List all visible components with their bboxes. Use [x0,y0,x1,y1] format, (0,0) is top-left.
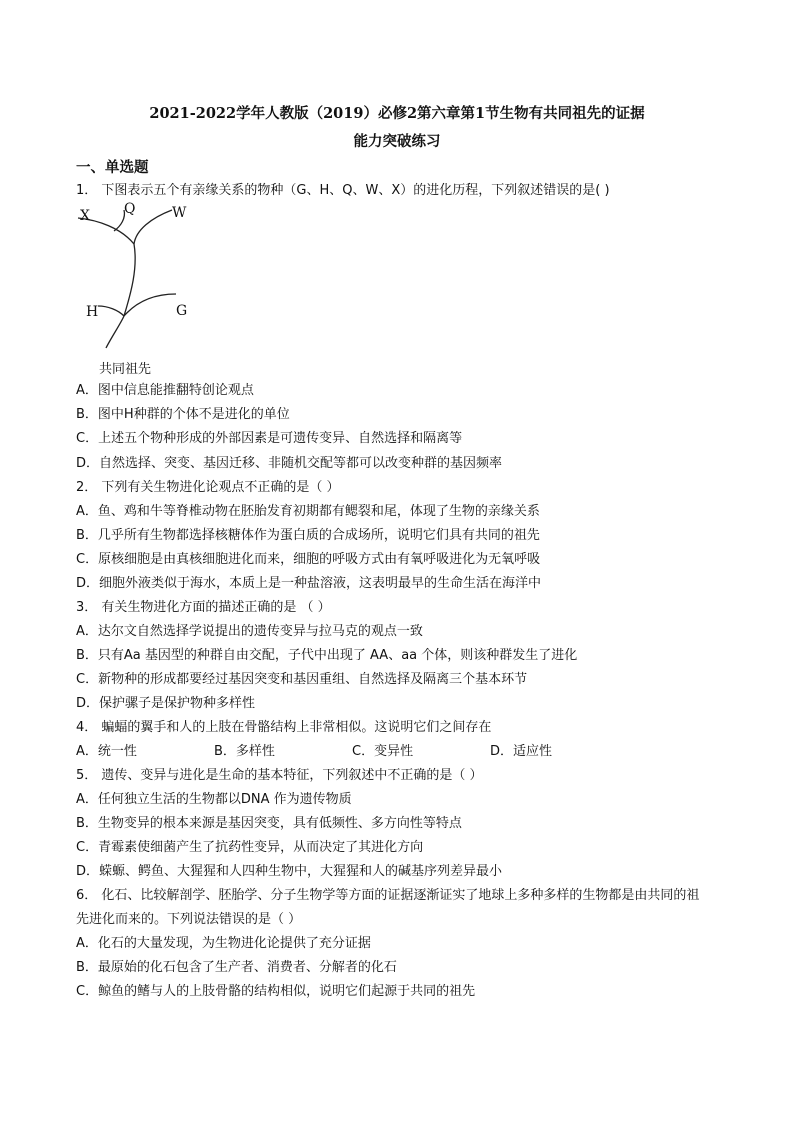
question-1-option-d: D．自然选择、突变、基因迁移、非随机交配等都可以改变种群的基因频率 [76,456,503,471]
tree-label-x: X [80,208,90,224]
question-1-option-b: B．图中H种群的个体不是进化的单位 [76,407,290,422]
question-2-option-c: C．原核细胞是由真核细胞进化而来，细胞的呼吸方式由有氧呼吸进化为无氧呼吸 [76,552,541,567]
question-5-option-b: B．生物变异的根本来源是基因突变，具有低频性、多方向性等特点 [76,816,462,831]
section-heading: 一、单选题 [76,160,149,176]
question-6-option-a: A．化石的大量发现，为生物进化论提供了充分证据 [76,936,371,951]
question-6-stem: 6． 化石、比较解剖学、胚胎学、分子生物学等方面的证据逐渐证实了地球上多种多样的生物都是由共同的祖 [76,888,700,903]
question-4-option-a: A．统一性 [76,744,137,759]
question-5-option-a: A．任何独立生活的生物都以DNA 作为遗传物质 [76,792,352,807]
question-5-option-c: C．青霉素使细菌产生了抗药性变异，从而决定了其进化方向 [76,840,424,855]
question-6-option-b: B．最原始的化石包含了生产者、消费者、分解者的化石 [76,960,397,975]
question-4-option-b: B．多样性 [214,744,275,759]
question-1-option-a: A．图中信息能推翻特创论观点 [76,383,254,398]
tree-branch-g [124,294,176,316]
question-4-option-c: C．变异性 [352,744,414,759]
question-2-option-a: A．鱼、鸡和牛等脊椎动物在胚胎发育初期都有鳃裂和尾，体现了生物的亲缘关系 [76,504,540,519]
question-2-stem: 2． 下列有关生物进化论观点不正确的是（ ） [76,480,340,495]
question-1-stem: 1． 下图表示五个有亲缘关系的物种（G、H、Q、W、X）的进化历程，下列叙述错误的是( ) [76,183,610,198]
question-2-option-d: D．细胞外液类似于海水，本质上是一种盐溶液，这表明最早的生命生活在海洋中 [76,576,542,591]
question-3-option-c: C．新物种的形成都要经过基因突变和基因重组、自然选择及隔离三个基本环节 [76,672,528,687]
tree-label-w: W [172,205,187,221]
question-6-stem-continued: 先进化而来的。下列说法错误的是（ ） [76,912,302,927]
question-3-stem: 3． 有关生物进化方面的描述正确的是 （ ） [76,600,331,615]
question-1-option-c: C．上述五个物种形成的外部因素是可遗传变异、自然选择和隔离等 [76,431,463,446]
question-5-stem: 5． 遗传、变异与进化是生命的基本特征，下列叙述中不正确的是（ ） [76,768,483,783]
question-3-option-b: B．只有Aa 基因型的种群自由交配，子代中出现了 AA、aa 个体，则该种群发生了进化 [76,648,578,663]
question-6-option-c: C．鲸鱼的鳍与人的上肢骨骼的结构相似，说明它们起源于共同的祖先 [76,984,476,999]
tree-label-g: G [176,303,188,319]
tree-branch-h [98,306,124,316]
tree-branch-q-stem [114,210,124,231]
tree-branch-main [124,244,135,316]
tree-label-q: Q [124,201,136,217]
phylogenetic-tree-figure [76,198,226,363]
question-2-option-b: B．几乎所有生物都选择核糖体作为蛋白质的合成场所，说明它们具有共同的祖先 [76,528,540,543]
question-5-option-d: D．蝾螈、鳄鱼、大猩猩和人四种生物中，大猩猩和人的碱基序列差异最小 [76,864,503,879]
tree-branch-root [106,316,124,348]
tree-label-h: H [86,304,99,320]
question-3-option-d: D．保护骡子是保护物种多样性 [76,696,256,711]
question-4-stem: 4． 蝙蝠的翼手和人的上肢在骨骼结构上非常相似。这说明它们之间存在 [76,720,492,735]
tree-branch-w [134,210,172,244]
tree-root-label: 共同祖先 [99,362,152,377]
page-subtitle: 能力突破练习 [353,133,441,150]
page-title: 2021-2022学年人教版（2019）必修2第六章第1节生物有共同祖先的证据 [149,105,645,122]
question-4-option-d: D．适应性 [490,744,553,759]
question-3-option-a: A．达尔文自然选择学说提出的遗传变异与拉马克的观点一致 [76,624,423,639]
